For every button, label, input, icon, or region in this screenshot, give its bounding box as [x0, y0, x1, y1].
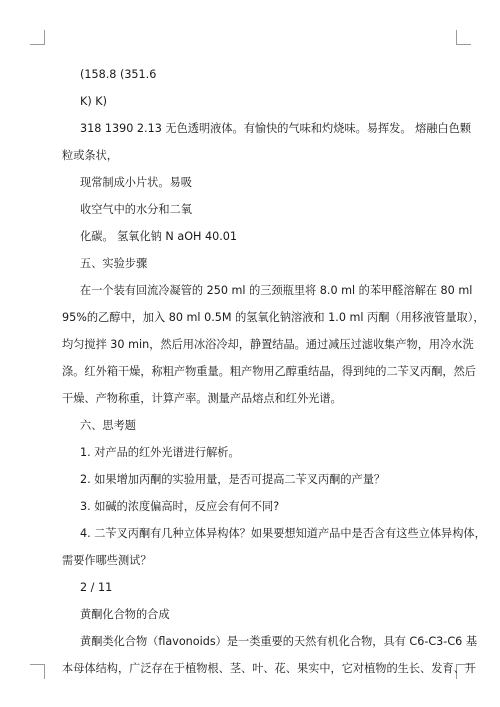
question-item: 1. 对产品的红外光谱进行解析。 — [80, 446, 240, 459]
text-line: 需要作哪些测试？ — [62, 554, 152, 567]
page-number: 2 / 11 — [80, 581, 113, 594]
text-line: 318 1390 2.13 无色透明液体。有愉快的气味和灼烧味。易挥发。 熔融白色颗 — [80, 122, 472, 135]
section-title: 黄酮化合物的合成 — [80, 608, 170, 621]
text-line: 均匀搅拌 30 min，然后用冰浴冷却，静置结晶。通过减压过滤收集产物，用冷水洗 — [62, 338, 474, 351]
section-heading: 六、思考题 — [80, 419, 136, 432]
text-line: (158.8 (351.6 — [80, 68, 157, 81]
crop-mark-bottom-left — [30, 664, 45, 679]
question-item: 4. 二苄叉丙酮有几种立体异构体？如果要想知道产品中是否含有这些立体异构体， — [80, 527, 486, 540]
text-line: K) K) — [80, 95, 107, 108]
text-line: 收空气中的水分和二氧 — [80, 203, 192, 216]
text-line: 现常制成小片状。易吸 — [80, 176, 192, 189]
question-item: 2. 如果增加丙酮的实验用量，是否可提高二苄叉丙酮的产量？ — [80, 473, 386, 486]
text-line: 95%的乙醇中，加入 80 ml 0.5M 的氢氧化钠溶液和 1.0 ml 丙酮（用移液管量取）， — [62, 311, 485, 324]
crop-mark-top-right — [456, 30, 471, 45]
question-item: 3. 如碱的浓度偏高时，反应会有何不同? — [80, 500, 280, 513]
document-page — [62, 66, 486, 676]
text-line: 黄酮类化合物（flavonoids）是一类重要的天然有机化合物，具有 C6-C3-C6 基 — [80, 635, 478, 648]
text-line: 涤。红外箱干燥，称粗产物重量。粗产物用乙醇重结晶，得到纯的二苄叉丙酮，然后 — [62, 365, 476, 378]
text-line: 干燥、产物称重，计算产率。测量产品熔点和红外光谱。 — [62, 392, 342, 405]
text-line: 本母体结构，广泛存在于植物根、茎、叶、花、果实中，它对植物的生长、发育、开 — [62, 662, 476, 675]
text-line: 在一个装有回流冷凝管的 250 ml 的三颈瓶里将 8.0 ml 的苯甲醛溶解在 80 ml — [80, 284, 473, 297]
text-line: 化碳。 氢氧化钠 N aOH 40.01 — [80, 230, 238, 243]
text-line: 粒或条状， — [62, 149, 118, 162]
section-heading: 五、实验步骤 — [80, 257, 148, 270]
crop-mark-top-left — [30, 30, 45, 45]
